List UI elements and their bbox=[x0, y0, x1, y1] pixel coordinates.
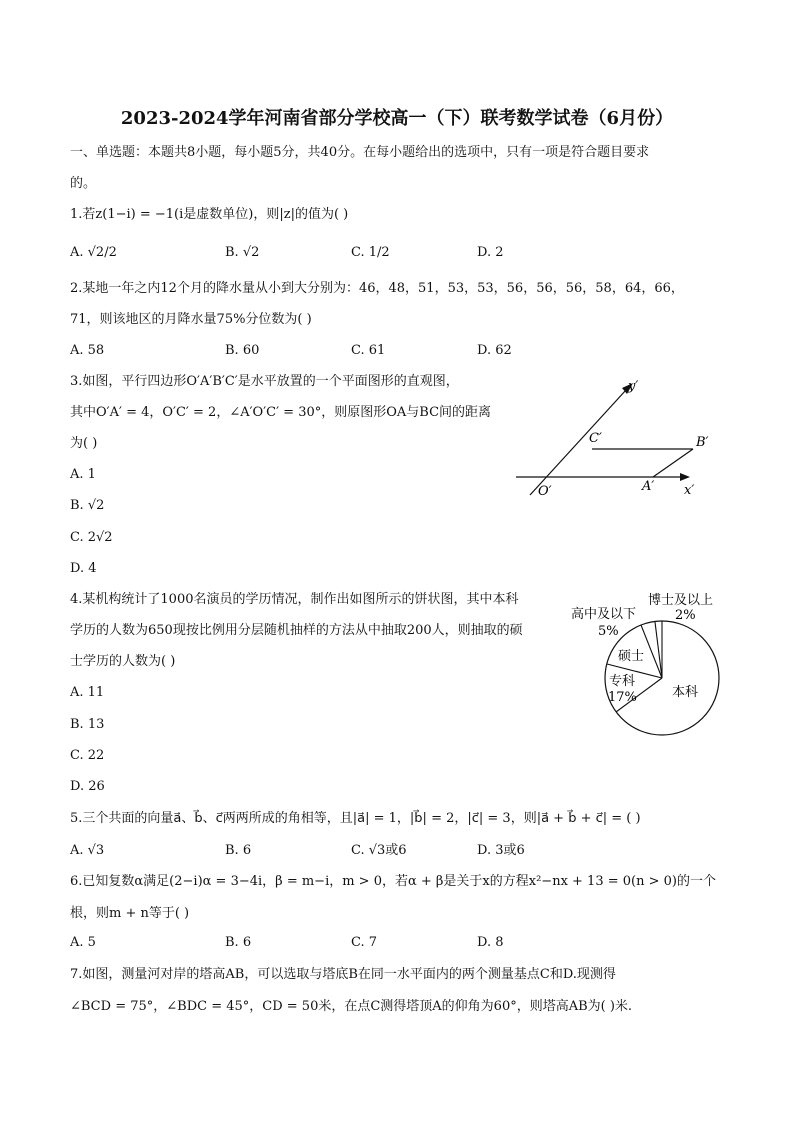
question-5-option-c: C. √3或6 bbox=[351, 843, 407, 858]
question-5-option-d: D. 3或6 bbox=[477, 843, 525, 858]
education-pie-chart bbox=[560, 588, 735, 738]
label-y-prime: y′ bbox=[628, 379, 639, 394]
pie-label-zhuanke: 专科 bbox=[609, 674, 636, 689]
label-o-prime: O′ bbox=[538, 484, 552, 499]
question-5-stem: 5.三个共面的向量a⃗、b⃗、c⃗两两所成的角相等，且|a⃗| = 1，|b⃗| = 2，|c⃗| = 3，则|a⃗ + b⃗ + c⃗| = ( ) bbox=[70, 811, 641, 826]
question-4-line3: 士学历的人数为( ) bbox=[70, 654, 176, 669]
question-1-stem: 1.若z(1−i) = −1(i是虚数单位)，则|z|的值为( ) bbox=[70, 207, 349, 222]
label-c-prime: C′ bbox=[589, 431, 602, 446]
question-3-option-c: C. 2√2 bbox=[70, 530, 113, 545]
question-1-option-d: D. 2 bbox=[477, 245, 504, 260]
question-4-option-b: B. 13 bbox=[70, 717, 105, 732]
question-4-option-c: C. 22 bbox=[70, 748, 105, 763]
question-4-option-d: D. 26 bbox=[70, 779, 105, 794]
question-4-line2: 学历的人数为650现按比例用分层随机抽样的方法从中抽取200人，则抽取的硕 bbox=[70, 623, 523, 638]
question-2-line2: 71，则该地区的月降水量75%分位数为( ) bbox=[70, 312, 312, 327]
question-5-option-a: A. √3 bbox=[70, 843, 105, 858]
question-2-option-c: C. 61 bbox=[351, 343, 386, 358]
question-1-option-b: B. √2 bbox=[225, 245, 260, 260]
question-3-line2: 其中O′A′ = 4，O′C′ = 2，∠A′O′C′ = 30°，则原图形OA与BC间的距离 bbox=[70, 405, 492, 420]
label-x-prime: x′ bbox=[684, 483, 695, 498]
pie-label-boshi: 博士及以上 bbox=[648, 593, 714, 608]
question-6-option-b: B. 6 bbox=[225, 935, 252, 950]
pie-label-gaozhong: 高中及以下 bbox=[571, 607, 637, 622]
question-3-option-b: B. √2 bbox=[70, 498, 105, 513]
label-b-prime: B′ bbox=[696, 435, 709, 450]
pie-label-shuoshi: 硕士 bbox=[618, 649, 645, 664]
question-4-option-a: A. 11 bbox=[70, 685, 105, 700]
question-6-option-c: C. 7 bbox=[351, 935, 378, 950]
question-1-option-a: A. √2/2 bbox=[70, 245, 117, 260]
question-6-option-a: A. 5 bbox=[70, 935, 96, 950]
section-heading-line1: 一、单选题：本题共8小题，每小题5分，共40分。在每小题给出的选项中，只有一项是符合题目要求 bbox=[70, 145, 650, 160]
pie-label-boshi-pct: 2% bbox=[675, 608, 696, 623]
question-2-option-d: D. 62 bbox=[477, 343, 512, 358]
side-b-a bbox=[653, 449, 693, 477]
question-7-line2: ∠BCD = 75°，∠BDC = 45°，CD = 50米，在点C测得塔顶A的仰角为60°，则塔高AB为( )米. bbox=[70, 999, 633, 1014]
page-title: 2023-2024学年河南省部分学校高一（下）联考数学试卷（6月份） bbox=[120, 108, 674, 129]
section-heading-line2: 的。 bbox=[70, 176, 97, 191]
pie-label-gaozhong-pct: 5% bbox=[598, 624, 619, 639]
label-a-prime: A′ bbox=[642, 479, 655, 494]
pie-label-zhuanke-pct: 17% bbox=[608, 690, 637, 705]
question-6-option-d: D. 8 bbox=[477, 935, 504, 950]
question-3-line1: 3.如图，平行四边形O′A′B′C′是水平放置的一个平面图形的直观图， bbox=[70, 374, 459, 389]
question-2-option-b: B. 60 bbox=[225, 343, 260, 358]
question-6-line2: 根，则m + n等于( ) bbox=[70, 906, 190, 921]
question-6-line1: 6.已知复数α满足(2−i)α = 3−4i，β = m−i，m > 0，若α + β是关于x的方程x²−nx + 13 = 0(n > 0)的一个 bbox=[70, 874, 716, 889]
question-4-line1: 4.某机构统计了1000名演员的学历情况，制作出如图所示的饼状图，其中本科 bbox=[70, 592, 519, 607]
question-7-line1: 7.如图，测量河对岸的塔高AB，可以选取与塔底B在同一水平面内的两个测量基点C和D.现测得 bbox=[70, 967, 616, 982]
y-axis-line bbox=[530, 390, 626, 495]
oblique-parallelogram-figure bbox=[508, 372, 728, 502]
question-3-option-a: A. 1 bbox=[70, 467, 96, 482]
question-2-option-a: A. 58 bbox=[70, 343, 105, 358]
question-2-line1: 2.某地一年之内12个月的降水量从小到大分别为：46，48，51，53，53，56，56，56，58，64，66， bbox=[70, 281, 684, 296]
question-3-line3: 为( ) bbox=[70, 436, 98, 451]
x-axis-arrow bbox=[680, 473, 690, 481]
question-1-option-c: C. 1/2 bbox=[351, 245, 390, 260]
question-5-option-b: B. 6 bbox=[225, 843, 252, 858]
pie-label-benke: 本科 bbox=[672, 685, 699, 700]
question-3-option-d: D. 4 bbox=[70, 561, 97, 576]
